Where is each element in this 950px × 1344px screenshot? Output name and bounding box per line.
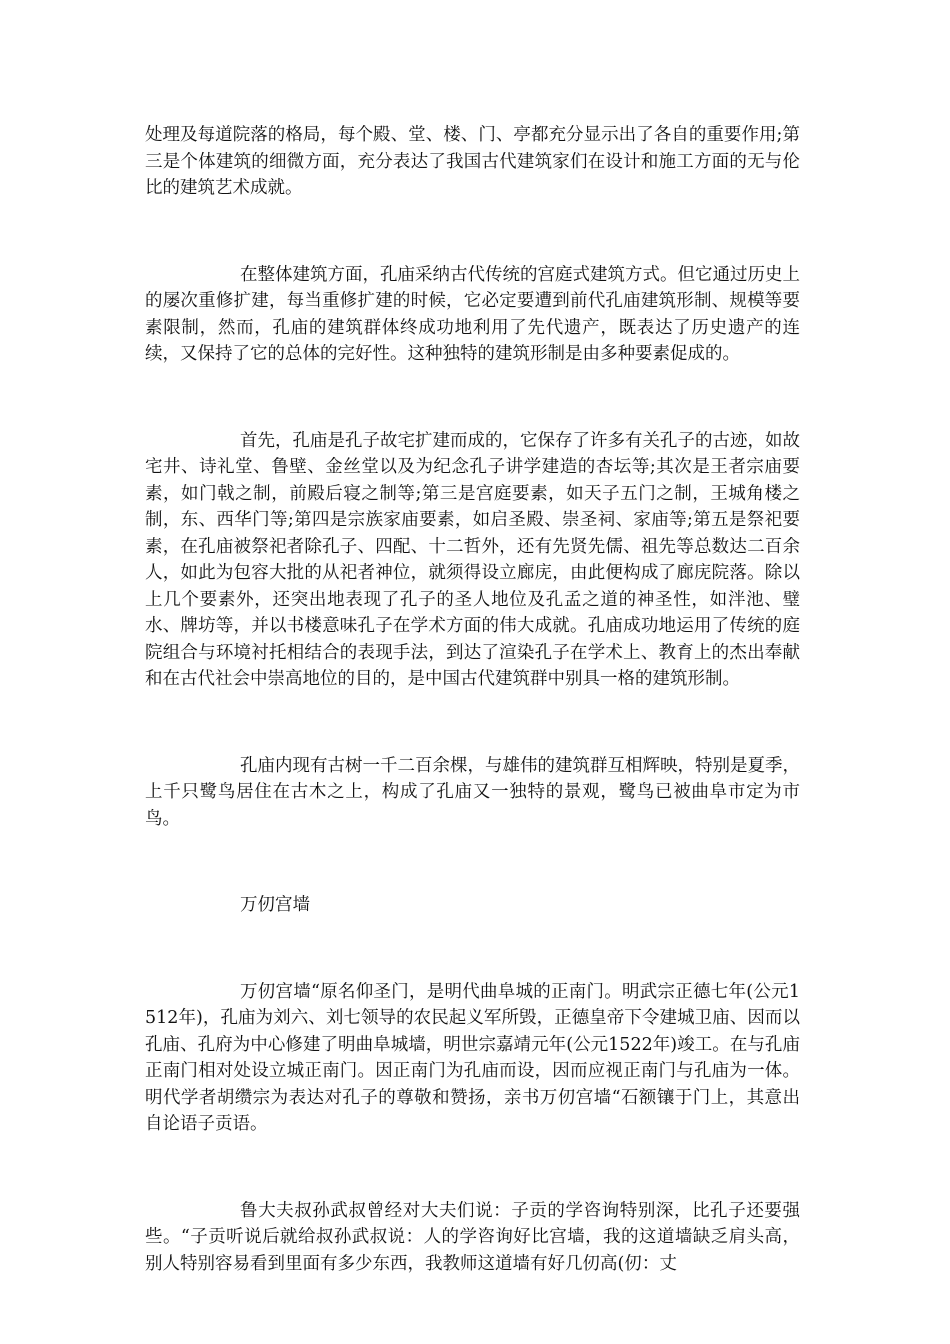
paragraph-ancient-trees: 孔庙内现有古树一千二百余棵，与雄伟的建筑群互相辉映，特别是夏季，上千只鹭鸟居住在古木之上，构成了孔庙又一独特的景观，鹭鸟已被曲阜市定为市鸟。	[145, 755, 800, 829]
paragraph-architectural-elements: 首先，孔庙是孔子故宅扩建而成的，它保存了许多有关孔子的古迹，如故宅井、诗礼堂、鲁壁、金丝堂以及为纪念孔子讲学建造的杏坛等;其次是王者宗庙要素，如门戟之制，前殿后寝之制等;第三是宫庭要素，如天子五门之制，王城角楼之制，东、西华门等;第四是宗族家庙要素，如启圣殿、崇圣祠、家庙等;第五是祭祀要素，在孔庙被祭祀者除孔子、四配、十二哲外，还有先贤先儒、祖先等总数达二百余人，如此为包容大批的从祀者神位，就须得设立廊庑，由此便构成了廊庑院落。除以上几个要素外，还突出地表现了孔子的圣人地位及孔孟之道的神圣性，如泮池、璧水、牌坊等，并以书楼意味孔子在学术方面的伟大成就。孔庙成功地运用了传统的庭院组合与环境衬托相结合的表现手法，到达了渲染孔子在学术上、教育上的杰出奉献和在古代社会中崇高地位的目的，是中国古代建筑群中别具一格的建筑形制。	[145, 430, 800, 689]
section-heading: 万仞宫墙	[240, 895, 310, 915]
paragraph-gap	[145, 202, 800, 262]
document-page	[145, 122, 800, 1277]
paragraph-overall-architecture: 在整体建筑方面，孔庙采纳古代传统的宫庭式建筑方式。但它通过历史上的屡次重修扩建，每当重修扩建的时候，它必定要遭到前代孔庙建筑形制、规模等要素限制，然而，孔庙的建筑群体终成功地利用了先代遗产，既表达了历史遗产的连续，又保持了它的总体的完好性。这种独特的建筑形制是由多种要素促成的。	[145, 264, 800, 364]
paragraph-continuation: 处理及每道院落的格局，每个殿、堂、楼、门、亭都充分显示出了各自的重要作用;第三是个体建筑的细微方面，充分表达了我国古代建筑家们在设计和施工方面的无与伦比的建筑艺术成就。	[145, 125, 800, 198]
paragraph-gap	[145, 919, 800, 979]
paragraph-wanren-gongqiang: 万仞宫墙“原名仰圣门，是明代曲阜城的正南门。明武宗正德七年(公元1512年)，孔庙为刘六、刘七领导的农民起义军所毁，正德皇帝下令建城卫庙、因而以孔庙、孔府为中心修建了明曲阜城墙，明世宗嘉靖元年(公元1522年)竣工。在与孔庙正南门相对处设立城正南门。因正南门为孔庙而设，因而应视正南门与孔庙为一体。明代学者胡缵宗为表达对孔子的尊敬和赞扬，亲书万仞宫墙“石额镶于门上，其意出自论语子贡语。	[145, 981, 800, 1134]
paragraph-gap	[145, 832, 800, 892]
paragraph-gap	[145, 368, 800, 428]
paragraph-gap	[145, 1138, 800, 1198]
paragraph-gap	[145, 693, 800, 753]
paragraph-zigong-story: 鲁大夫叔孙武叔曾经对大夫们说：子贡的学咨询特别深，比孔子还要强些。“子贡听说后就给叔孙武叔说：人的学咨询好比宫墙，我的这道墙缺乏肩头高，别人特别容易看到里面有多少东西，我教师这道墙有好几仞高(仞：丈	[145, 1200, 800, 1274]
